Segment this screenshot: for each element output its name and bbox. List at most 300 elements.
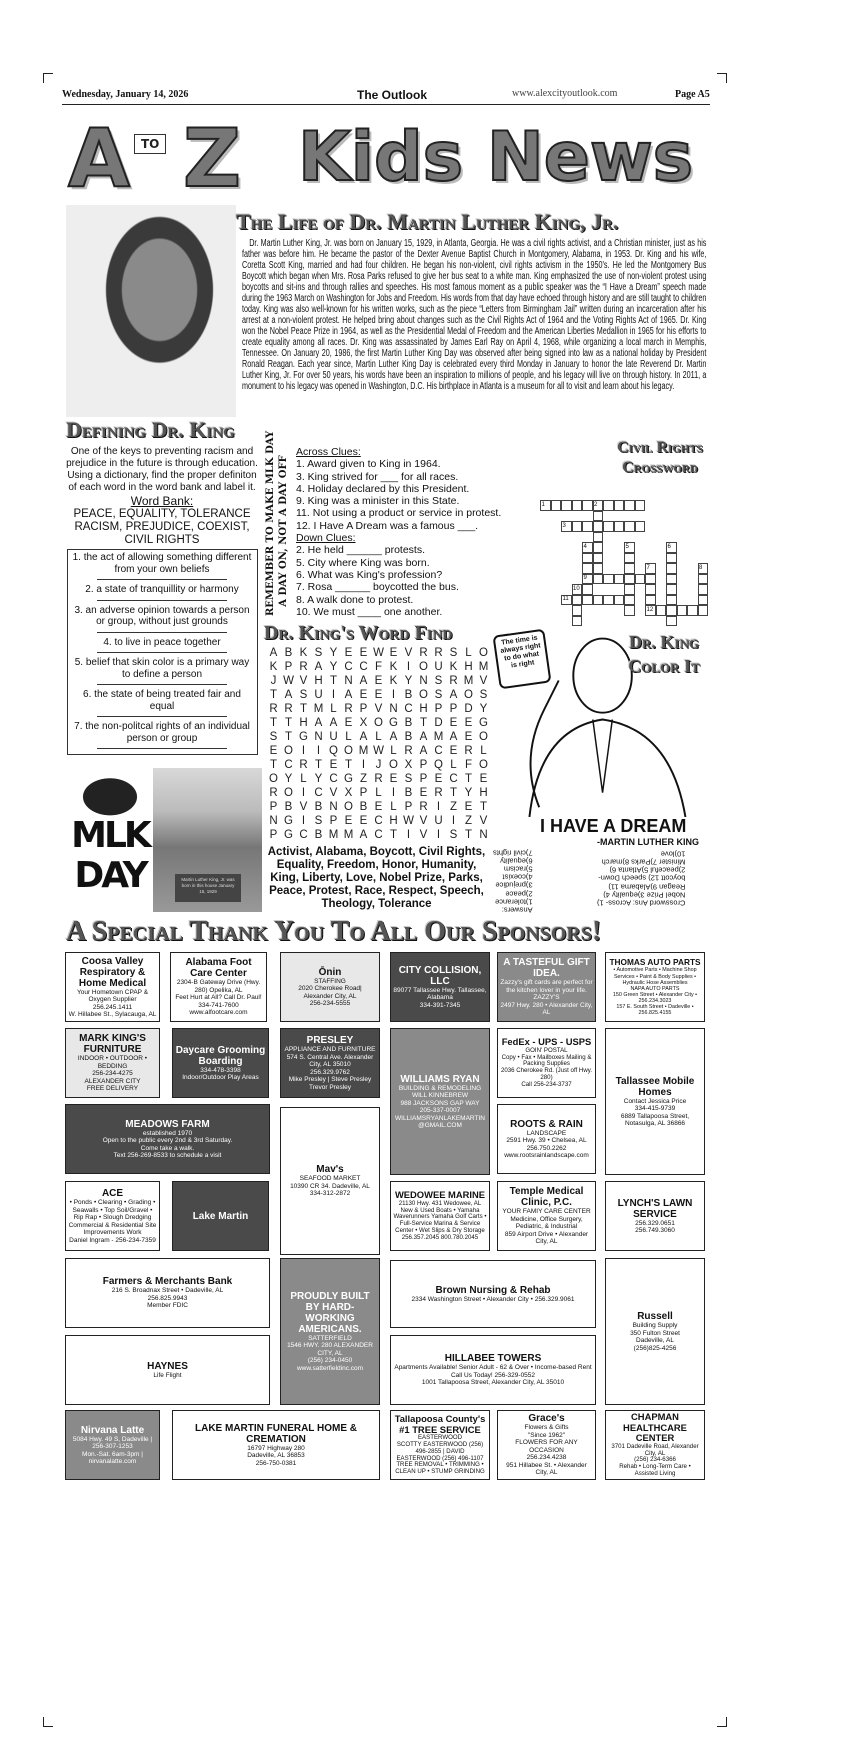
wordfind-letter[interactable]: M xyxy=(313,703,324,715)
wordfind-letter[interactable]: R xyxy=(344,703,353,715)
wordfind-letter[interactable]: L xyxy=(330,703,337,715)
sponsor-ad-ace[interactable] xyxy=(65,1181,160,1251)
crossword-cell[interactable] xyxy=(593,563,604,574)
wordfind-letter[interactable]: K xyxy=(389,675,398,687)
sponsor-ad-russell-building[interactable] xyxy=(605,1258,705,1405)
wordfind-letter[interactable]: E xyxy=(359,815,368,827)
wordfind-letter[interactable]: P xyxy=(419,759,428,771)
crossword-cell[interactable] xyxy=(698,574,709,585)
wordfind-letter[interactable]: L xyxy=(375,787,382,799)
sponsor-ad-haynes-life-flight[interactable] xyxy=(65,1335,270,1405)
wordfind-letter[interactable]: P xyxy=(419,773,428,785)
wordfind-letter[interactable]: Z xyxy=(449,801,458,813)
wordfind-letter[interactable]: I xyxy=(301,787,306,799)
wordfind-letter[interactable]: E xyxy=(269,745,278,757)
crossword-cell[interactable] xyxy=(666,574,677,585)
wordfind-letter[interactable]: V xyxy=(419,815,428,827)
wordfind-letter[interactable]: M xyxy=(478,661,489,673)
wordfind-letter[interactable]: H xyxy=(464,661,473,673)
wordfind-letter[interactable]: L xyxy=(390,745,397,757)
wordfind-letter[interactable]: E xyxy=(374,689,383,701)
wordfind-letter[interactable]: P xyxy=(404,801,413,813)
wordfind-letter[interactable]: A xyxy=(359,829,368,841)
wordfind-letter[interactable]: T xyxy=(284,717,293,729)
wordfind-letter[interactable]: C xyxy=(284,759,293,771)
wordfind-letter[interactable]: C xyxy=(314,787,323,799)
wordfind-letter[interactable]: T xyxy=(329,675,338,687)
crossword-cell[interactable] xyxy=(635,521,646,532)
wordfind-letter[interactable]: C xyxy=(434,745,443,757)
wordfind-letter[interactable]: A xyxy=(449,731,458,743)
wordfind-letter[interactable]: E xyxy=(359,647,368,659)
crossword-cell[interactable] xyxy=(656,605,667,616)
wordfind-letter[interactable]: M xyxy=(463,675,474,687)
wordfind-letter[interactable]: E xyxy=(389,647,398,659)
wordfind-letter[interactable]: I xyxy=(301,745,306,757)
answer-blank[interactable] xyxy=(97,600,227,601)
sponsor-ad-wedowee-marine[interactable] xyxy=(390,1181,490,1251)
sponsor-ad-temple-medical[interactable] xyxy=(497,1181,596,1251)
wordfind-letter[interactable]: T xyxy=(464,773,473,785)
wordfind-letter[interactable]: U xyxy=(329,731,338,743)
wordfind-letter[interactable]: O xyxy=(284,745,293,757)
wordfind-letter[interactable]: K xyxy=(449,661,458,673)
answer-blank[interactable] xyxy=(97,684,227,685)
crossword-cell[interactable] xyxy=(698,595,709,606)
wordfind-letter[interactable]: L xyxy=(465,647,472,659)
crossword-cell[interactable] xyxy=(677,605,688,616)
wordfind-letter[interactable]: P xyxy=(449,703,458,715)
crossword-cell[interactable] xyxy=(582,595,593,606)
wordfind-letter[interactable]: G xyxy=(299,731,308,743)
wordfind-letter[interactable]: G xyxy=(284,829,293,841)
crossword-cell[interactable] xyxy=(666,563,677,574)
paper-url[interactable]: www.alexcityoutlook.com xyxy=(512,88,618,99)
wordfind-letter[interactable]: A xyxy=(419,745,428,757)
wordfind-letter[interactable]: R xyxy=(419,647,428,659)
answer-blank[interactable] xyxy=(97,716,227,717)
wordfind-letter[interactable]: V xyxy=(479,675,488,687)
wordfind-letter[interactable]: D xyxy=(464,703,473,715)
wordfind-letter[interactable]: I xyxy=(406,829,411,841)
crossword-cell[interactable] xyxy=(666,595,677,606)
wordfind-letter[interactable]: N xyxy=(479,829,488,841)
crossword-cell[interactable] xyxy=(624,563,635,574)
crossword-cell[interactable] xyxy=(624,521,635,532)
wordfind-letter[interactable]: O xyxy=(419,661,428,673)
wordfind-letter[interactable]: V xyxy=(404,647,413,659)
wordfind-letter[interactable]: S xyxy=(449,647,458,659)
wordfind-letter[interactable]: Y xyxy=(284,773,293,785)
wordfind-letter[interactable]: I xyxy=(391,787,396,799)
wordfind-letter[interactable]: C xyxy=(374,829,383,841)
wordfind-letter[interactable]: P xyxy=(284,661,293,673)
sponsor-ad-alabama-foot-care[interactable] xyxy=(170,952,267,1022)
wordfind-letter[interactable]: F xyxy=(464,759,473,771)
wordfind-letter[interactable]: S xyxy=(314,647,323,659)
wordfind-letter[interactable]: B xyxy=(314,801,323,813)
wordfind-letter[interactable]: L xyxy=(375,731,382,743)
wordfind-letter[interactable]: O xyxy=(479,647,488,659)
answer-blank[interactable] xyxy=(97,632,227,633)
crossword-cell[interactable] xyxy=(666,553,677,564)
wordfind-letter[interactable]: T xyxy=(464,829,473,841)
wordfind-letter[interactable]: S xyxy=(314,815,323,827)
wordfind-letter[interactable]: P xyxy=(329,815,338,827)
wordfind-letter[interactable]: M xyxy=(358,745,369,757)
crossword-cell[interactable] xyxy=(582,584,593,595)
wordfind-letter[interactable]: P xyxy=(359,703,368,715)
crossword-cell[interactable] xyxy=(572,521,583,532)
wordfind-letter[interactable]: T xyxy=(479,801,488,813)
crossword-cell[interactable] xyxy=(603,500,614,511)
wordfind-letter[interactable]: H xyxy=(299,717,308,729)
wordfind-letter[interactable]: T xyxy=(389,829,398,841)
sponsor-ad-roots-rain[interactable] xyxy=(497,1104,596,1174)
wordfind-letter[interactable]: S xyxy=(299,689,308,701)
wordfind-letter[interactable]: B xyxy=(359,801,368,813)
wordfind-letter[interactable]: Y xyxy=(464,787,473,799)
wordfind-letter[interactable]: O xyxy=(284,787,293,799)
wordfind-letter[interactable]: Z xyxy=(359,773,368,785)
wordfind-letter[interactable]: P xyxy=(359,787,368,799)
wordfind-letter[interactable]: W xyxy=(403,815,414,827)
wordfind-letter[interactable]: T xyxy=(269,759,278,771)
wordfind-letter[interactable]: K xyxy=(269,661,278,673)
wordfind-letter[interactable]: R xyxy=(269,787,278,799)
wordfind-letter[interactable]: R xyxy=(434,787,443,799)
crossword-cell[interactable] xyxy=(593,542,604,553)
sponsor-ad-hillabee-towers[interactable] xyxy=(390,1335,596,1405)
crossword-cell[interactable] xyxy=(551,500,562,511)
wordfind-letter[interactable]: V xyxy=(419,829,428,841)
wordfind-letter[interactable]: R xyxy=(464,745,473,757)
wordfind-letter[interactable]: Z xyxy=(464,815,473,827)
wordfind-letter[interactable]: T xyxy=(269,689,278,701)
wordfind-letter[interactable]: E xyxy=(434,773,443,785)
wordfind-letter[interactable]: A xyxy=(344,689,353,701)
wordfind-letter[interactable]: N xyxy=(269,815,278,827)
wordfind-letter[interactable]: L xyxy=(450,759,457,771)
wordfind-letter[interactable]: M xyxy=(433,731,444,743)
wordfind-letter[interactable]: S xyxy=(479,689,488,701)
wordfind-letter[interactable]: U xyxy=(434,661,443,673)
wordfind-letter[interactable]: T xyxy=(344,759,353,771)
wordfind-letter[interactable]: A xyxy=(284,689,293,701)
crossword-cell[interactable] xyxy=(645,584,656,595)
wordfind-letter[interactable]: B xyxy=(314,829,323,841)
sponsor-ad-daycare-grooming[interactable] xyxy=(172,1028,269,1098)
wordfind-letter[interactable]: H xyxy=(389,815,398,827)
sponsor-ad-meadows-farm[interactable] xyxy=(65,1104,270,1174)
wordfind-letter[interactable]: B xyxy=(404,787,413,799)
sponsor-ad-satterfield[interactable] xyxy=(280,1258,380,1405)
wordfind-letter[interactable]: E xyxy=(374,675,383,687)
wordfind-letter[interactable]: O xyxy=(344,801,353,813)
crossword-cell[interactable] xyxy=(593,521,604,532)
wordfind-letter[interactable]: A xyxy=(329,717,338,729)
sponsor-ad-mark-kings-furniture[interactable] xyxy=(65,1028,160,1098)
wordfind-letter[interactable]: S xyxy=(434,675,443,687)
wordfind-letter[interactable]: R xyxy=(404,745,413,757)
wordfind-letter[interactable]: T xyxy=(299,703,308,715)
wordfind-letter[interactable]: R xyxy=(374,773,383,785)
wordfind-letter[interactable]: Y xyxy=(329,661,338,673)
wordfind-letter[interactable]: E xyxy=(464,731,473,743)
sponsor-ad-zazzys[interactable] xyxy=(497,952,596,1022)
crossword-cell[interactable] xyxy=(582,563,593,574)
wordfind-letter[interactable]: S xyxy=(404,773,413,785)
crossword-cell[interactable] xyxy=(614,521,625,532)
wordfind-letter[interactable]: T xyxy=(449,787,458,799)
sponsor-ad-mavs-seafood[interactable] xyxy=(280,1107,380,1255)
wordfind-letter[interactable]: P xyxy=(269,829,278,841)
crossword-cell[interactable] xyxy=(645,595,656,606)
sponsor-ad-farmers-merchants[interactable] xyxy=(65,1258,270,1328)
wordfind-letter[interactable]: C xyxy=(359,661,368,673)
sponsor-ad-presley-appliance[interactable] xyxy=(280,1028,380,1098)
crossword-cell[interactable] xyxy=(593,511,604,522)
wordfind-letter[interactable]: E xyxy=(449,745,458,757)
wordfind-letter[interactable]: A xyxy=(389,731,398,743)
wordfind-letter[interactable]: E xyxy=(329,759,338,771)
wordfind-letter[interactable]: B xyxy=(284,801,293,813)
wordfind-letter[interactable]: O xyxy=(374,717,383,729)
crossword-cell[interactable] xyxy=(572,605,583,616)
wordfind-letter[interactable]: M xyxy=(328,829,339,841)
sponsor-ad-tallassee-mobile-homes[interactable] xyxy=(605,1028,705,1175)
wordfind-letter[interactable]: E xyxy=(344,815,353,827)
crossword-cell[interactable] xyxy=(593,595,604,606)
wordfind-letter[interactable]: J xyxy=(375,759,382,771)
wordfind-letter[interactable]: O xyxy=(419,689,428,701)
wordfind-letter[interactable]: H xyxy=(479,787,488,799)
wordfind-letter[interactable]: X xyxy=(404,759,413,771)
sponsor-ad-lake-martin-photo[interactable] xyxy=(172,1181,269,1251)
wordfind-letter[interactable]: R xyxy=(449,675,458,687)
wordfind-letter[interactable]: L xyxy=(345,731,352,743)
crossword-cell[interactable] xyxy=(624,595,635,606)
wordfind-letter[interactable]: R xyxy=(284,703,293,715)
wordfind-letter[interactable]: N xyxy=(419,675,428,687)
wordfind-letter[interactable]: H xyxy=(419,703,428,715)
wordfind-letter[interactable]: S xyxy=(434,689,443,701)
wordfind-letter[interactable]: T xyxy=(314,759,323,771)
crossword-cell[interactable] xyxy=(645,574,656,585)
wordfind-letter[interactable]: I xyxy=(436,801,441,813)
crossword-cell[interactable] xyxy=(687,605,698,616)
wordfind-letter[interactable]: B xyxy=(404,731,413,743)
wordfind-letter[interactable]: T xyxy=(269,717,278,729)
sponsor-ad-easterwood[interactable] xyxy=(390,1410,490,1480)
wordfind-letter[interactable]: N xyxy=(389,703,398,715)
wordfind-letter[interactable]: P xyxy=(434,703,443,715)
sponsor-ad-onin-staffing[interactable] xyxy=(280,952,380,1022)
wordfind-letter[interactable]: O xyxy=(344,745,353,757)
crossword-cell[interactable] xyxy=(624,553,635,564)
answer-blank[interactable] xyxy=(97,579,227,580)
crossword-cell[interactable] xyxy=(635,500,646,511)
wordfind-letter[interactable]: E xyxy=(344,647,353,659)
wordfind-letter[interactable]: C xyxy=(449,773,458,785)
wordfind-letter[interactable]: A xyxy=(314,661,323,673)
wordfind-letter[interactable]: R xyxy=(269,703,278,715)
wordfind-letter[interactable]: V xyxy=(299,801,308,813)
sponsor-ad-lynchs-lawn[interactable] xyxy=(605,1181,705,1251)
crossword-cell[interactable] xyxy=(593,574,604,585)
crossword-cell[interactable] xyxy=(561,500,572,511)
wordfind-letter[interactable]: P xyxy=(269,801,278,813)
wordfind-letter[interactable]: I xyxy=(451,815,456,827)
wordfind-letter[interactable]: H xyxy=(314,675,323,687)
crossword-cell[interactable] xyxy=(603,574,614,585)
wordfind-letter[interactable]: T xyxy=(284,731,293,743)
crossword-cell[interactable] xyxy=(572,595,583,606)
crossword-cell[interactable] xyxy=(624,605,635,616)
crossword-cell[interactable] xyxy=(614,574,625,585)
crossword-cell[interactable] xyxy=(698,584,709,595)
wordfind-letter[interactable]: O xyxy=(464,689,473,701)
wordfind-letter[interactable]: O xyxy=(479,731,488,743)
wordfind-letter[interactable]: C xyxy=(344,661,353,673)
crossword-cell[interactable] xyxy=(603,595,614,606)
wordfind-letter[interactable]: E xyxy=(464,801,473,813)
wordfind-letter[interactable]: E xyxy=(344,717,353,729)
wordfind-letter[interactable]: K xyxy=(389,661,398,673)
wordfind-letter[interactable]: U xyxy=(314,689,323,701)
wordfind-letter[interactable]: O xyxy=(389,759,398,771)
wordfind-letter[interactable]: A xyxy=(359,731,368,743)
wordfind-letter[interactable]: I xyxy=(391,689,396,701)
sponsor-ad-graces-flowers[interactable] xyxy=(497,1410,596,1480)
wordfind-letter[interactable]: Y xyxy=(329,647,338,659)
wordfind-letter[interactable]: B xyxy=(284,647,293,659)
crossword-cell[interactable] xyxy=(603,521,614,532)
wordfind-letter[interactable]: A xyxy=(269,647,278,659)
wordfind-letter[interactable]: E xyxy=(479,773,488,785)
wordfind-letter[interactable]: Q xyxy=(434,759,443,771)
wordfind-letter[interactable]: R xyxy=(299,661,308,673)
wordfind-letter[interactable]: J xyxy=(270,675,277,687)
crossword-cell[interactable] xyxy=(698,605,709,616)
wordfind-letter[interactable]: X xyxy=(344,787,353,799)
wordfind-letter[interactable]: R xyxy=(434,647,443,659)
wordfind-letter[interactable]: E xyxy=(389,773,398,785)
wordfind-letter[interactable]: W xyxy=(283,675,294,687)
sponsor-ad-coosa-valley[interactable] xyxy=(65,952,160,1022)
wordfind-letter[interactable]: A xyxy=(359,675,368,687)
wordfind-letter[interactable]: B xyxy=(404,689,413,701)
wordfind-letter[interactable]: B xyxy=(404,717,413,729)
wordfind-letter[interactable]: O xyxy=(479,759,488,771)
answer-blank[interactable] xyxy=(97,748,227,749)
wordfind-letter[interactable]: I xyxy=(331,689,336,701)
wordfind-letter[interactable]: G xyxy=(479,717,488,729)
wordfind-letter[interactable]: L xyxy=(300,773,307,785)
wordfind-letter[interactable]: I xyxy=(406,661,411,673)
wordfind-letter[interactable]: R xyxy=(299,759,308,771)
wordfind-letter[interactable]: R xyxy=(419,801,428,813)
wordfind-letter[interactable]: N xyxy=(344,675,353,687)
crossword-cell[interactable] xyxy=(624,500,635,511)
wordfind-letter[interactable]: E xyxy=(374,801,383,813)
wordfind-letter[interactable]: Y xyxy=(479,703,488,715)
wordfind-letter[interactable]: V xyxy=(299,675,308,687)
wordfind-letter[interactable]: I xyxy=(316,745,321,757)
sponsor-ad-thomas-auto-parts[interactable] xyxy=(605,952,705,1022)
wordfind-letter[interactable]: I xyxy=(436,829,441,841)
crossword-cell[interactable] xyxy=(582,553,593,564)
wordfind-letter[interactable]: C xyxy=(374,815,383,827)
crossword-cell[interactable] xyxy=(582,500,593,511)
wordfind-letter[interactable]: E xyxy=(464,717,473,729)
wordfind-letter[interactable]: L xyxy=(480,745,487,757)
crossword-cell[interactable] xyxy=(635,574,646,585)
crossword-cell[interactable] xyxy=(593,532,604,543)
wordfind-letter[interactable]: A xyxy=(449,689,458,701)
crossword-cell[interactable] xyxy=(614,595,625,606)
wordfind-letter[interactable]: V xyxy=(329,787,338,799)
wordfind-letter[interactable]: M xyxy=(343,829,354,841)
answer-blank[interactable] xyxy=(97,652,227,653)
sponsor-ad-lake-martin-funeral[interactable] xyxy=(172,1410,380,1480)
wordfind-letter[interactable]: I xyxy=(301,815,306,827)
wordfind-letter[interactable]: V xyxy=(374,703,383,715)
crossword-cell[interactable] xyxy=(572,500,583,511)
wordfind-letter[interactable]: S xyxy=(269,731,278,743)
crossword-cell[interactable] xyxy=(593,553,604,564)
wordfind-letter[interactable]: N xyxy=(314,731,323,743)
crossword-cell[interactable] xyxy=(666,605,677,616)
wordfind-letter[interactable]: I xyxy=(361,759,366,771)
wordfind-letter[interactable]: W xyxy=(373,745,384,757)
wordfind-letter[interactable]: Y xyxy=(314,773,323,785)
wordfind-letter[interactable]: G xyxy=(284,815,293,827)
wordfind-letter[interactable]: X xyxy=(359,717,368,729)
wordfind-letter[interactable]: T xyxy=(419,717,428,729)
sponsor-ad-chapman-healthcare[interactable] xyxy=(605,1410,705,1480)
crossword-cell[interactable] xyxy=(582,521,593,532)
wordfind-letter[interactable]: F xyxy=(374,661,383,673)
crossword-cell[interactable] xyxy=(666,584,677,595)
wordfind-letter[interactable]: E xyxy=(359,689,368,701)
sponsor-ad-nirvana-latte[interactable] xyxy=(65,1410,160,1480)
wordfind-letter[interactable]: G xyxy=(344,773,353,785)
wordfind-letter[interactable]: K xyxy=(299,647,308,659)
crossword-cell[interactable] xyxy=(614,500,625,511)
crossword-cell[interactable] xyxy=(624,574,635,585)
wordfind-letter[interactable]: N xyxy=(329,801,338,813)
wordfind-letter[interactable]: E xyxy=(419,787,428,799)
wordfind-letter[interactable]: W xyxy=(373,647,384,659)
crossword-cell[interactable] xyxy=(624,584,635,595)
wordfind-letter[interactable]: E xyxy=(449,717,458,729)
wordfind-letter[interactable]: S xyxy=(449,829,458,841)
sponsor-ad-brown-nursing[interactable] xyxy=(390,1260,596,1328)
wordfind-letter[interactable]: C xyxy=(404,703,413,715)
wordfind-letter[interactable]: D xyxy=(434,717,443,729)
wordfind-letter[interactable]: A xyxy=(314,717,323,729)
wordfind-letter[interactable]: A xyxy=(419,731,428,743)
wordfind-letter[interactable]: O xyxy=(269,773,278,785)
wordfind-letter[interactable]: C xyxy=(299,829,308,841)
wordfind-letter[interactable]: U xyxy=(434,815,443,827)
wordfind-letter[interactable]: G xyxy=(389,717,398,729)
sponsor-ad-williams-ryan[interactable] xyxy=(390,1028,490,1175)
sponsor-ad-goin-postal[interactable] xyxy=(497,1028,596,1098)
wordfind-letter[interactable]: C xyxy=(329,773,338,785)
sponsor-ad-city-collision[interactable] xyxy=(390,952,490,1022)
